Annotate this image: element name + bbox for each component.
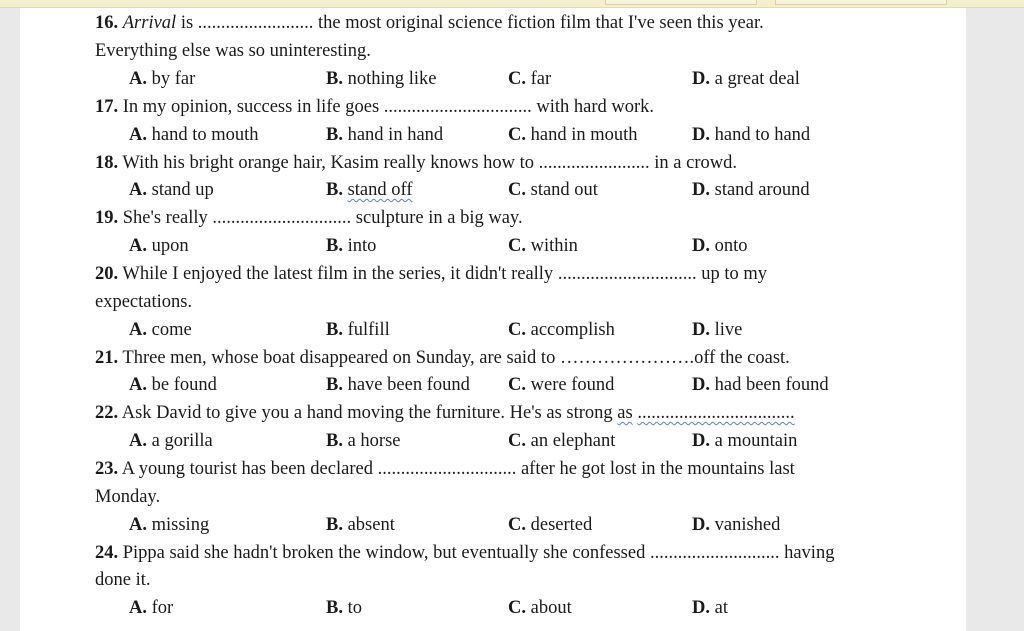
toolbar-field[interactable] xyxy=(605,0,757,5)
option-b[interactable]: B. absent xyxy=(326,515,395,535)
option-a[interactable]: A. come xyxy=(129,320,192,340)
question-20-continuation: expectations. xyxy=(95,292,193,312)
question-24: 24. Pippa said she hadn't broken the window, but eventually she confessed ............................ having xyxy=(95,543,835,563)
question-19: 19. She's really .............................. sculpture in a big way. xyxy=(95,208,523,228)
option-a[interactable]: A. missing xyxy=(129,515,210,535)
option-d[interactable]: D. had been found xyxy=(692,375,829,395)
question-21: 21. Three men, whose boat disappeared on Sunday, are said to ………………….off the coast. xyxy=(95,348,790,368)
question-22: 22. Ask David to give you a hand moving the furniture. He's as strong as .................................. xyxy=(95,403,795,423)
option-b[interactable]: B. fulfill xyxy=(326,320,390,340)
question-18: 18. With his bright orange hair, Kasim really knows how to ........................ in a crowd. xyxy=(95,153,737,173)
option-a[interactable]: A. upon xyxy=(129,236,189,256)
option-d[interactable]: D. stand around xyxy=(692,180,810,200)
option-c[interactable]: C. accomplish xyxy=(508,320,615,340)
option-b[interactable]: B. a horse xyxy=(326,431,401,451)
question-24-continuation: done it. xyxy=(95,570,151,590)
question-23: 23. A young tourist has been declared .............................. after he got lost in the mountains last xyxy=(95,459,795,479)
option-c[interactable]: C. within xyxy=(508,236,578,256)
option-b[interactable]: B. hand in hand xyxy=(326,125,444,145)
option-d[interactable]: D. live xyxy=(692,320,743,340)
question-16-continuation: Everything else was so uninteresting. xyxy=(95,41,371,61)
option-c[interactable]: C. hand in mouth xyxy=(508,125,638,145)
option-a[interactable]: A. hand to mouth xyxy=(129,125,259,145)
question-23-continuation: Monday. xyxy=(95,487,161,507)
option-a[interactable]: A. stand up xyxy=(129,180,214,200)
option-b[interactable]: B. into xyxy=(326,236,377,256)
option-b[interactable]: B. have been found xyxy=(326,375,470,395)
option-c[interactable]: C. about xyxy=(508,598,572,618)
option-d[interactable]: D. hand to hand xyxy=(692,125,811,145)
option-a[interactable]: A. by far xyxy=(129,69,196,89)
option-d[interactable]: D. at xyxy=(692,598,728,618)
option-d[interactable]: D. vanished xyxy=(692,515,781,535)
option-c[interactable]: C. were found xyxy=(508,375,615,395)
spellcheck-underlined-text: as xyxy=(617,403,633,423)
question-17: 17. In my opinion, success in life goes ................................ with hard work. xyxy=(95,97,655,117)
option-b[interactable]: B. nothing like xyxy=(326,69,437,89)
document-page xyxy=(20,8,966,631)
option-a[interactable]: A. a gorilla xyxy=(129,431,213,451)
option-c[interactable]: C. an elephant xyxy=(508,431,616,451)
option-a[interactable]: A. be found xyxy=(129,375,217,395)
toolbar-field[interactable] xyxy=(775,0,947,5)
spellcheck-underlined-text: stand off xyxy=(347,180,413,200)
option-c[interactable]: C. deserted xyxy=(508,515,593,535)
option-b[interactable]: B. to xyxy=(326,598,362,618)
option-d[interactable]: D. a great deal xyxy=(692,69,800,89)
option-c[interactable]: C. far xyxy=(508,69,552,89)
option-c[interactable]: C. stand out xyxy=(508,180,598,200)
option-d[interactable]: D. onto xyxy=(692,236,748,256)
question-20: 20. While I enjoyed the latest film in the series, it didn't really .............................. up to my xyxy=(95,264,767,284)
option-d[interactable]: D. a mountain xyxy=(692,431,798,451)
option-a[interactable]: A. for xyxy=(129,598,174,618)
option-b[interactable]: B. stand off xyxy=(326,180,413,200)
question-16: 16. Arrival is ......................... the most original science fiction film that I've seen this year. xyxy=(95,13,764,33)
